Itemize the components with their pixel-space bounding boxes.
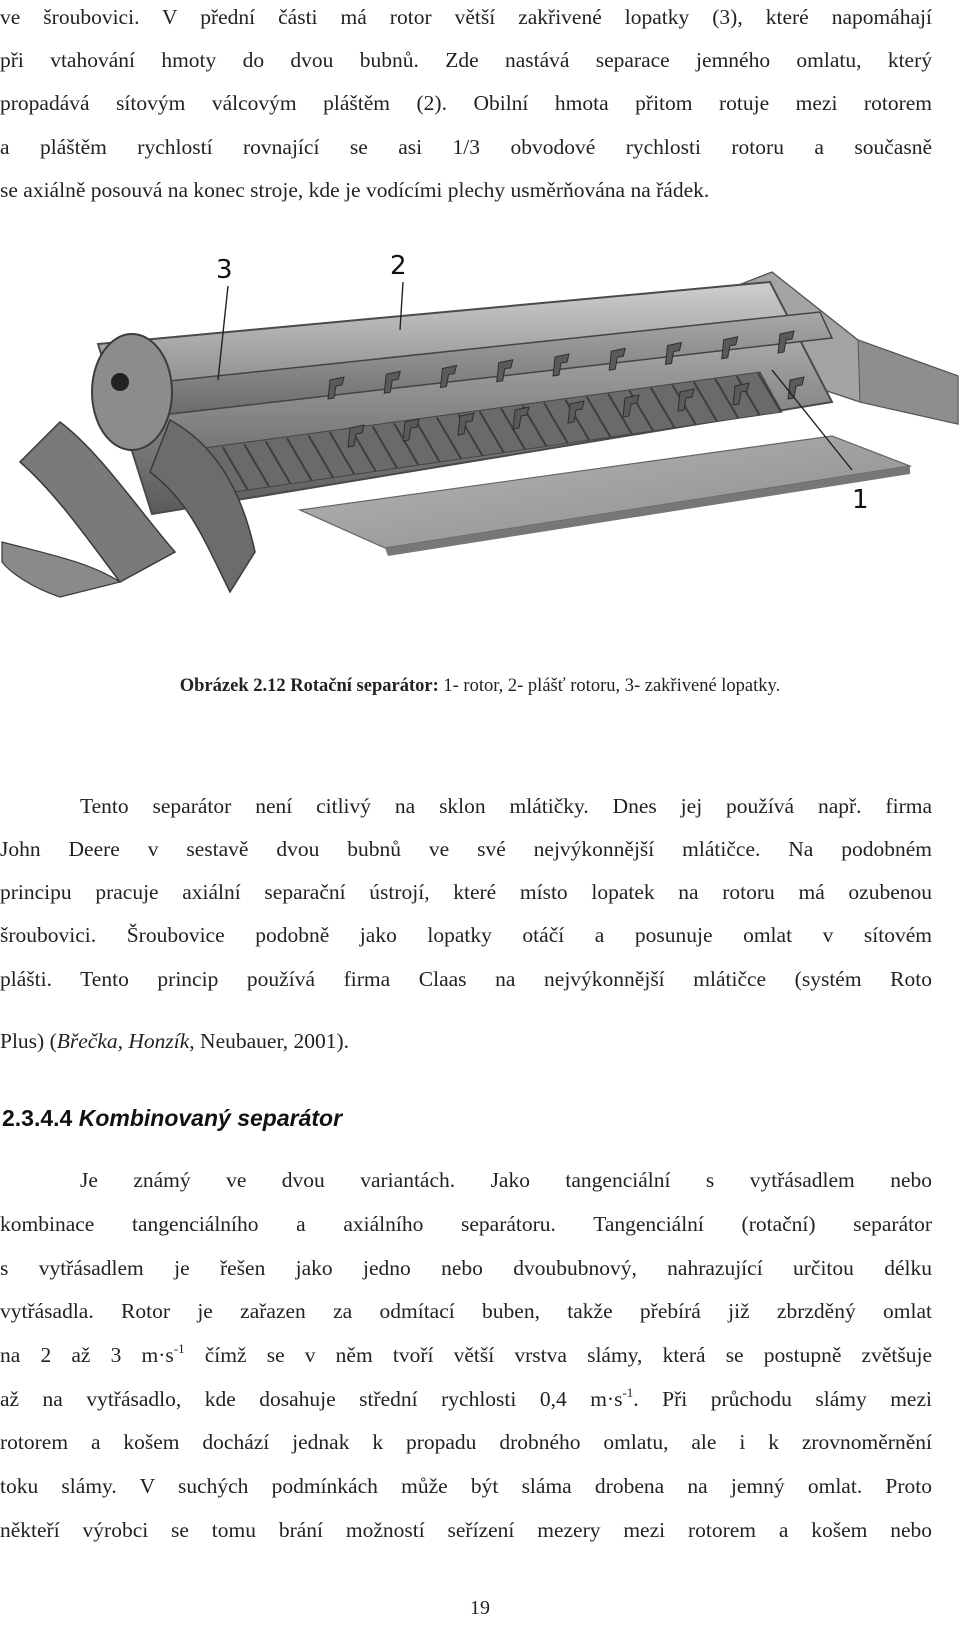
para1-line-5: se axiálně posouvá na konec stroje, kde je vodícími plechy usměrňována na řádek. <box>0 178 710 202</box>
para3-line-2: kombinace tangenciálního a axiálního separátoru. Tangenciální (rotační) separátor <box>0 1212 932 1236</box>
figure-caption <box>0 674 960 698</box>
para3-line-7: rotorem a košem dochází jednak k propadu drobného omlatu, ale i k zrovnoměrnění <box>0 1430 932 1454</box>
para2-line-2: John Deere v sestavě dvou bubnů ve své nejvýkonnější mlátičce. Na podobném <box>0 837 932 861</box>
para3-line-6 <box>0 1386 932 1412</box>
para3-line6-pre: až na vytřásadlo, kde dosahuje střední rychlosti 0,4 m·s <box>0 1387 623 1411</box>
para1-line-4: a pláštěm rychlostí rovnající se asi 1/3 obvodové rychlosti rotoru a současně <box>0 135 932 159</box>
para2-line-1: Tento separátor není citlivý na sklon mlátičky. Dnes jej používá např. firma <box>80 794 932 818</box>
figure-label-1: 1 <box>852 485 869 515</box>
para3-line-4: vytřásadla. Rotor je zařazen za odmítací buben, takže přebírá již zbrzděný omlat <box>0 1299 932 1323</box>
para2-line-4: šroubovici. Šroubovice podobně jako lopatky otáčí a posunuje omlat v sítovém <box>0 923 932 947</box>
end-housing-side <box>858 340 958 424</box>
para1-line-3: propadává sítovým válcovým pláštěm (2). Obilní hmota přitom rotuje mezi rotorem <box>0 91 932 115</box>
figure-label-2: 2 <box>390 252 407 281</box>
rotary-separator-figure <box>0 252 960 632</box>
para3-line-8: toku slámy. V suchých podmínkách může být sláma drobena na jemný omlat. Proto <box>0 1474 932 1498</box>
para2-last-pre: Plus) ( <box>0 1029 57 1053</box>
para2-line-3: principu pracuje axiální separační ústrojí, které místo lopatek na rotoru má ozubenou <box>0 880 932 904</box>
caption-text: 1- rotor, 2- plášť rotoru, 3- zakřivené lopatky. <box>438 676 781 696</box>
figure-label-3: 3 <box>216 255 233 285</box>
para2-last-post: , Neubauer, 2001). <box>189 1029 350 1053</box>
para2-line-6 <box>0 1028 932 1054</box>
para3-line-1: Je známý ve dvou variantách. Jako tangenciální s vytřásadlem nebo <box>80 1168 932 1192</box>
para3-line6-post: . Při průchodu slámy mezi <box>633 1387 932 1411</box>
para2-last-italic: Břečka, Honzík <box>56 1029 190 1053</box>
para1-line-2: při vtahování hmoty do dvou bubnů. Zde nastává separace jemného omlatu, který <box>0 48 932 72</box>
page-number: 19 <box>470 1597 490 1619</box>
para3-line5-post: čímž se v něm tvoří větší vrstva slámy, která se postupně zvětšuje <box>184 1343 932 1367</box>
para3-line-5 <box>0 1342 932 1368</box>
section-number: 2.3.4.4 <box>2 1105 79 1131</box>
para3-line-9: někteří výrobci se tomu brání možností seřízení mezery mezi rotorem a košem nebo <box>0 1518 932 1542</box>
end-disc-hole <box>111 373 129 391</box>
para3-line5-sup: -1 <box>173 1341 185 1356</box>
para3-line5-pre: na 2 až 3 m·s <box>0 1343 174 1367</box>
section-title: Kombinovaný separátor <box>78 1105 343 1131</box>
para2-line-5: plášti. Tento princip používá firma Claas na nejvýkonnější mlátičce (systém Roto <box>0 967 932 991</box>
section-heading <box>2 1104 342 1132</box>
para3-line6-sup: -1 <box>622 1385 634 1400</box>
end-disc <box>92 334 172 450</box>
para3-line-3: s vytřásadlem je řešen jako jedno nebo dvoububnový, nahrazující určitou délku <box>0 1256 932 1280</box>
caption-bold: Obrázek 2.12 Rotační separátor: <box>179 676 439 696</box>
para1-line-1: ve šroubovici. V přední části má rotor větší zakřivené lopatky (3), které napomáhají <box>0 5 932 29</box>
